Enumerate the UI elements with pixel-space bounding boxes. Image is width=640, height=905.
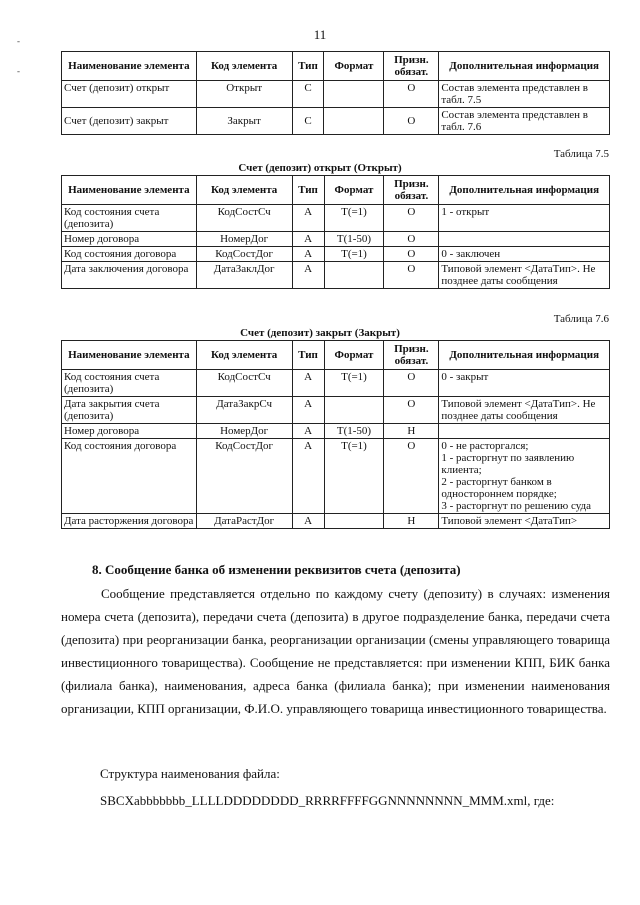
cell-name: Код состояния счета (депозита) (62, 370, 197, 397)
section-paragraph: Сообщение представляется отдельно по каждому счету (депозиту) в случаях: изменения номера счета (депозита), передачи счета (депозита) в другое подразделение банка, передачи счета (депозита) при реорганизации банка, реорганизации организации (смены управляющего товарища инвестиционного товарищества). Сообщение не представляется: при изменении КПП, БИК банка (филиала банка), наименования, адреса банка (филиала банка); при изменении наименования организации, КПП организации, Ф.И.О. управляющего товарища инвестиционного товарищества. (61, 586, 610, 716)
account-opened-table (61, 175, 610, 289)
header-info: Дополнительная информация (439, 52, 610, 81)
cell-type: А (292, 247, 324, 262)
table-row (62, 247, 610, 262)
cell-name: Код состояния договора (62, 247, 197, 262)
cell-format (324, 514, 384, 529)
cell-info: 0 - заключен (439, 247, 610, 262)
cell-info: 0 - закрыт (439, 370, 610, 397)
filename-pattern: SBCXabbbbbbb_LLLLDDDDDDDD_RRRRFFFFGGNNNNNNNN_MMM.xml, где: (100, 793, 555, 808)
cell-info (439, 424, 610, 439)
header-required: Призн. обязат. (384, 341, 439, 370)
header-format: Формат (324, 341, 384, 370)
section-heading: 8. Сообщение банка об изменении реквизитов счета (депозита) (92, 562, 461, 577)
cell-type: С (292, 81, 324, 108)
cell-format: Т(=1) (324, 439, 384, 514)
header-type: Тип (292, 341, 324, 370)
cell-required: Н (384, 514, 439, 529)
cell-name: Код состояния счета (депозита) (62, 205, 197, 232)
cell-name: Счет (депозит) открыт (62, 81, 197, 108)
header-info: Дополнительная информация (439, 176, 610, 205)
table-row (62, 370, 610, 397)
cell-code: КодСостДог (196, 439, 292, 514)
table-row (62, 514, 610, 529)
header-format: Формат (324, 52, 384, 81)
header-code: Код элемента (196, 52, 292, 81)
cell-required: О (384, 232, 439, 247)
cell-info: Типовой элемент <ДатаТип> (439, 514, 610, 529)
cell-info: 0 - не расторгался; 1 - расторгнут по заявлению клиента; 2 - расторгнут банком в одностороннем порядке; 3 - расторгнут по решению суда (439, 439, 610, 514)
table-row (62, 397, 610, 424)
cell-required: Н (384, 424, 439, 439)
cell-format (324, 397, 384, 424)
cell-name: Дата закрытия счета (депозита) (62, 397, 197, 424)
cell-type: А (292, 370, 324, 397)
table-row (62, 232, 610, 247)
header-name: Наименование элемента (62, 341, 197, 370)
account-closed-table (61, 340, 610, 529)
cell-code: ДатаРастДог (196, 514, 292, 529)
cell-required: О (384, 370, 439, 397)
cell-format (324, 81, 384, 108)
cell-info: Типовой элемент <ДатаТип>. Не позднее даты сообщения (439, 397, 610, 424)
cell-name: Код состояния договора (62, 439, 197, 514)
elements-table (61, 51, 610, 135)
cell-code: КодСостСч (196, 370, 292, 397)
header-code: Код элемента (196, 176, 292, 205)
cell-type: С (292, 108, 324, 135)
header-type: Тип (292, 176, 324, 205)
cell-code: ДатаЗаклДог (196, 262, 292, 289)
table-row (62, 439, 610, 514)
cell-code: КодСостСч (196, 205, 292, 232)
cell-format: Т(1-50) (324, 424, 384, 439)
cell-required: О (384, 247, 439, 262)
cell-required: О (384, 205, 439, 232)
margin-mark: - (17, 66, 20, 76)
cell-format (324, 262, 384, 289)
margin-mark: - (17, 36, 20, 46)
table-row (62, 424, 610, 439)
cell-name: Дата расторжения договора (62, 514, 197, 529)
table-row (62, 262, 610, 289)
header-type: Тип (292, 52, 324, 81)
cell-name: Счет (депозит) закрыт (62, 108, 197, 135)
cell-format: Т(1-50) (324, 232, 384, 247)
cell-code: ДатаЗакрСч (196, 397, 292, 424)
cell-name: Дата заключения договора (62, 262, 197, 289)
cell-code: Закрыт (196, 108, 292, 135)
cell-info: Состав элемента представлен в табл. 7.5 (439, 81, 610, 108)
cell-type: А (292, 439, 324, 514)
cell-info: Состав элемента представлен в табл. 7.6 (439, 108, 610, 135)
cell-type: А (292, 262, 324, 289)
table-row (62, 81, 610, 108)
cell-format: Т(=1) (324, 247, 384, 262)
cell-required: О (384, 81, 439, 108)
cell-required: О (384, 108, 439, 135)
cell-type: А (292, 397, 324, 424)
table-row (62, 205, 610, 232)
header-required: Призн. обязат. (384, 176, 439, 205)
cell-type: А (292, 514, 324, 529)
header-name: Наименование элемента (62, 176, 197, 205)
structure-label: Структура наименования файла: (100, 766, 280, 781)
table-title: Счет (депозит) открыт (Открыт) (238, 162, 402, 174)
header-format: Формат (324, 176, 384, 205)
cell-name: Номер договора (62, 424, 197, 439)
cell-info (439, 232, 610, 247)
header-code: Код элемента (196, 341, 292, 370)
cell-format: Т(=1) (324, 370, 384, 397)
cell-code: КодСостДог (196, 247, 292, 262)
cell-required: О (384, 397, 439, 424)
cell-type: А (292, 232, 324, 247)
header-name: Наименование элемента (62, 52, 197, 81)
cell-type: А (292, 424, 324, 439)
header-required: Призн. обязат. (384, 52, 439, 81)
cell-code: Открыт (196, 81, 292, 108)
table-row (62, 108, 610, 135)
table-title: Счет (депозит) закрыт (Закрыт) (240, 327, 400, 339)
page-number: 11 (313, 27, 327, 42)
table-number-label: Таблица 7.5 (553, 148, 609, 160)
cell-info: Типовой элемент <ДатаТип>. Не позднее даты сообщения (439, 262, 610, 289)
cell-format (324, 108, 384, 135)
cell-code: НомерДог (196, 232, 292, 247)
cell-name: Номер договора (62, 232, 197, 247)
cell-info: 1 - открыт (439, 205, 610, 232)
cell-required: О (384, 262, 439, 289)
cell-type: А (292, 205, 324, 232)
header-info: Дополнительная информация (439, 341, 610, 370)
cell-format: Т(=1) (324, 205, 384, 232)
table-number-label: Таблица 7.6 (553, 313, 609, 325)
cell-code: НомерДог (196, 424, 292, 439)
cell-required: О (384, 439, 439, 514)
